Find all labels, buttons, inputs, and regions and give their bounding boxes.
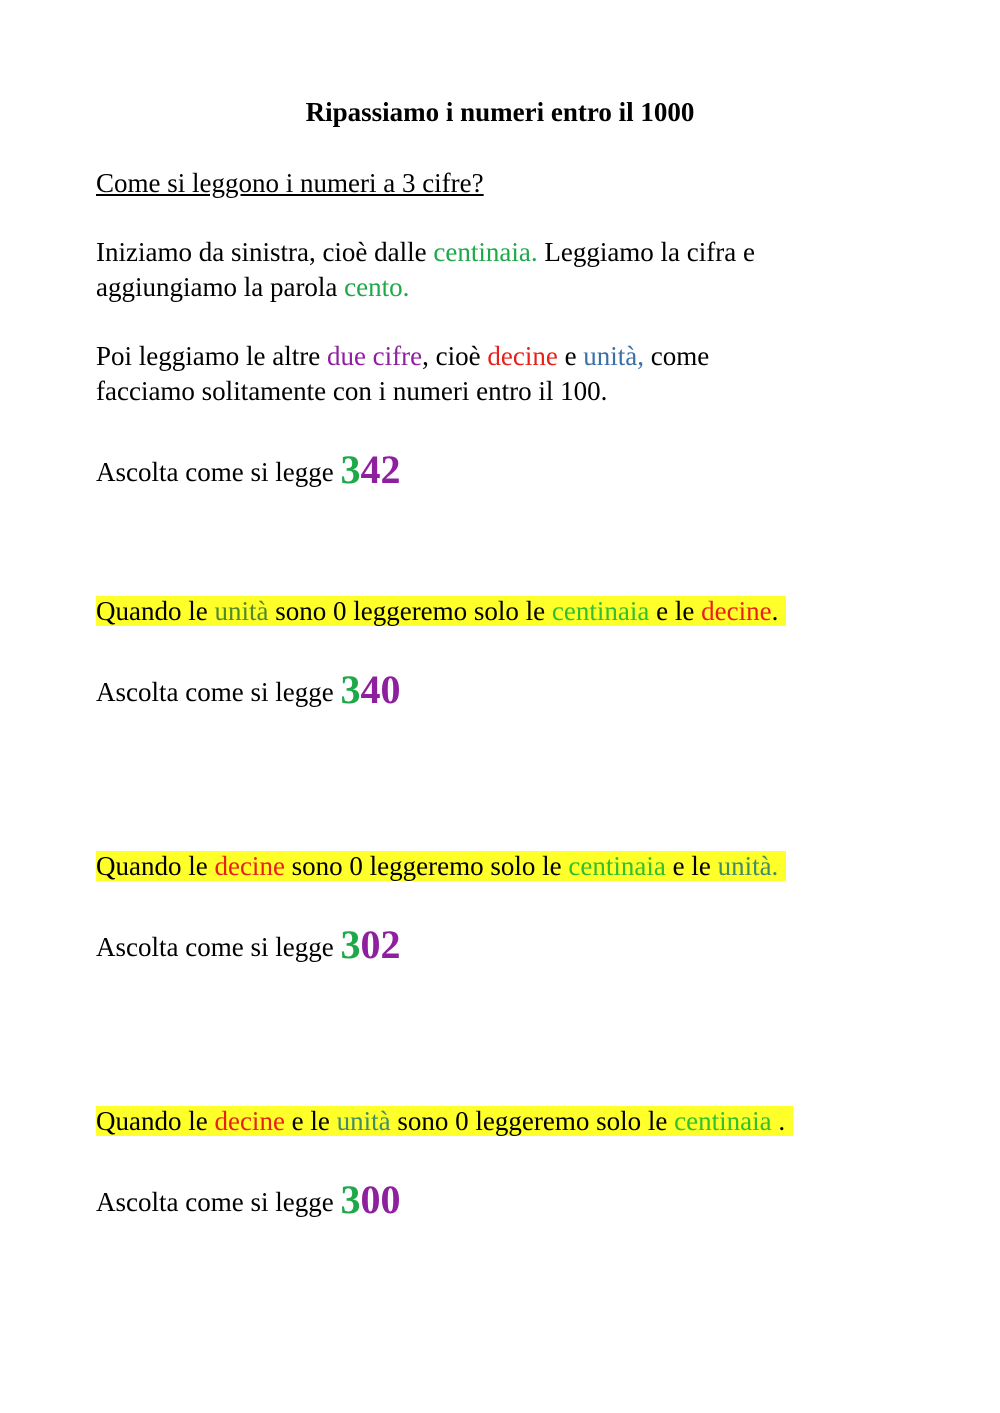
text: e le <box>665 851 718 881</box>
text: Quando le <box>96 851 215 881</box>
intro-line-2 <box>96 270 409 304</box>
keyword-cento: cento. <box>344 272 410 302</box>
section-question: Come si leggono i numeri a 3 cifre? <box>96 168 484 198</box>
listen-label: Ascolta come si legge <box>96 677 334 707</box>
tens-units-digits: 02 <box>360 922 401 967</box>
example-number[interactable] <box>340 1177 400 1222</box>
listen-example-342[interactable] <box>96 447 401 492</box>
intro-line-1 <box>96 235 755 269</box>
listen-example-300[interactable] <box>96 1177 401 1222</box>
text: Leggiamo la cifra e <box>537 237 755 267</box>
text: , cioè <box>422 341 488 371</box>
second-line-2: facciamo solitamente con i numeri entro il 100. <box>96 376 608 406</box>
hundreds-digit: 3 <box>340 667 361 712</box>
rule-tens-zero <box>96 849 786 883</box>
text: come <box>644 341 710 371</box>
second-line-1 <box>96 339 709 373</box>
hundreds-digit: 3 <box>340 922 361 967</box>
keyword-centinaia: centinaia. <box>433 237 538 267</box>
highlight <box>96 851 786 881</box>
highlight <box>96 596 786 626</box>
listen-example-340[interactable] <box>96 667 401 712</box>
rule-tens-units-zero <box>96 1104 793 1138</box>
listen-label: Ascolta come si legge <box>96 457 334 487</box>
keyword-decine: decine <box>214 1106 285 1136</box>
text: . <box>771 1106 786 1136</box>
keyword-decine: decine <box>487 341 558 371</box>
text: e le <box>284 1106 337 1136</box>
text: . <box>771 596 779 626</box>
listen-example-302[interactable] <box>96 922 401 967</box>
keyword-unita: unità <box>336 1106 391 1136</box>
text: aggiungiamo la parola <box>96 272 345 302</box>
listen-label: Ascolta come si legge <box>96 932 334 962</box>
hundreds-digit: 3 <box>340 1177 361 1222</box>
text: e <box>557 341 584 371</box>
example-number[interactable] <box>340 667 400 712</box>
tens-units-digits: 42 <box>360 447 401 492</box>
keyword-due-cifre: due cifre <box>326 341 423 371</box>
text: e le <box>649 596 702 626</box>
text: Poi leggiamo le altre <box>96 341 327 371</box>
hundreds-digit: 3 <box>340 447 361 492</box>
rule-units-zero <box>96 594 786 628</box>
listen-label: Ascolta come si legge <box>96 1187 334 1217</box>
text: Quando le <box>96 1106 215 1136</box>
keyword-decine: decine <box>701 596 772 626</box>
keyword-centinaia: centinaia <box>568 851 666 881</box>
keyword-decine: decine <box>214 851 285 881</box>
text: sono 0 leggeremo solo le <box>268 596 552 626</box>
page-title: Ripassiamo i numeri entro il 1000 <box>305 97 695 127</box>
text: Iniziamo da sinistra, cioè dalle <box>96 237 434 267</box>
text: sono 0 leggeremo solo le <box>284 851 569 881</box>
tens-units-digits: 00 <box>360 1177 401 1222</box>
example-number[interactable] <box>340 447 400 492</box>
keyword-centinaia: centinaia <box>674 1106 772 1136</box>
highlight <box>96 1106 793 1136</box>
keyword-centinaia: centinaia <box>551 596 650 626</box>
tens-units-digits: 40 <box>360 667 401 712</box>
keyword-unita: unità, <box>583 341 645 371</box>
text: Quando le <box>96 596 215 626</box>
keyword-unita: unità. <box>717 851 779 881</box>
keyword-unita: unità <box>214 596 269 626</box>
example-number[interactable] <box>340 922 400 967</box>
text: sono 0 leggeremo solo le <box>390 1106 675 1136</box>
